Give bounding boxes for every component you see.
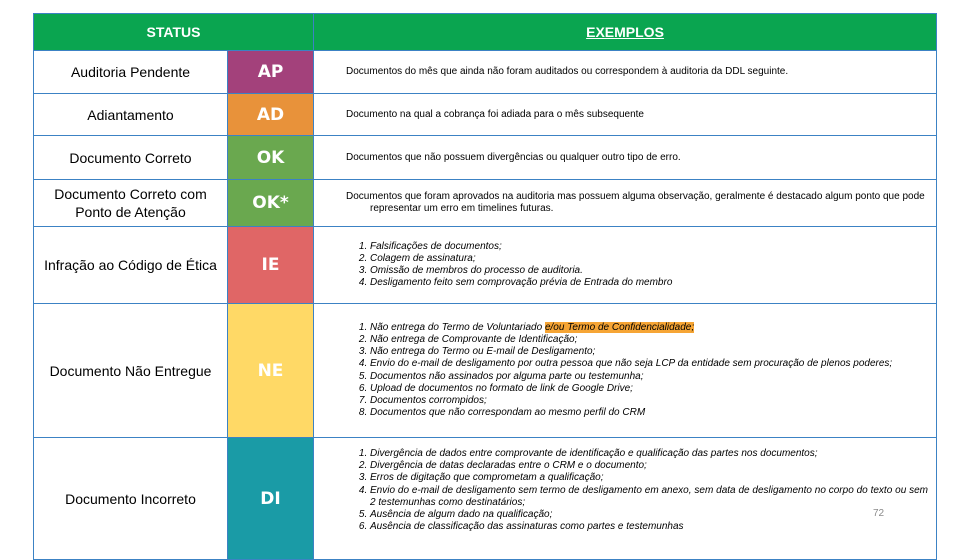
status-code-badge: AD xyxy=(228,94,314,136)
examples-header: EXEMPLOS xyxy=(314,14,937,51)
table-row xyxy=(34,180,937,227)
status-description: Documento na qual a cobrança foi adiada para o mês subsequente xyxy=(314,94,937,136)
status-table xyxy=(33,13,937,560)
list-item: 2. Não entrega de Comprovante de Identificação; xyxy=(370,334,928,346)
status-name: Documento Não Entregue xyxy=(34,304,228,438)
list-item: 8. Documentos que não correspondam ao mesmo perfil do CRM xyxy=(370,407,928,419)
list-item: 3. Erros de digitação que comprometam a qualificação; xyxy=(370,472,928,484)
list-item: 3. Não entrega do Termo ou E-mail de Desligamento; xyxy=(370,346,928,358)
page-number: 72 xyxy=(873,508,885,519)
status-code-badge: DI xyxy=(228,438,314,560)
list-item: 6. Upload de documentos no formato de link de Google Drive; xyxy=(370,383,928,395)
list-item-text: Não entrega do Termo de Voluntariado xyxy=(370,321,545,333)
status-description xyxy=(314,180,937,227)
list-item: 3. Omissão de membros do processo de auditoria. xyxy=(370,265,928,277)
status-code-badge: IE xyxy=(228,227,314,304)
status-header: STATUS xyxy=(34,14,314,51)
header-row xyxy=(34,14,937,51)
examples-list xyxy=(314,322,928,420)
examples-list xyxy=(314,241,928,290)
status-code-badge: OK xyxy=(228,136,314,180)
status-description xyxy=(314,304,937,438)
table-row xyxy=(34,304,937,438)
list-item: 2. Divergência de datas declaradas entre o CRM e o documento; xyxy=(370,460,928,472)
status-description xyxy=(314,227,937,304)
list-item: 7. Documentos corrompidos; xyxy=(370,395,928,407)
list-item: 5. Documentos não assinados por alguma parte ou testemunha; xyxy=(370,371,928,383)
status-name: Documento Correto com Ponto de Atenção xyxy=(34,180,228,227)
status-name: Documento Correto xyxy=(34,136,228,180)
list-item: 1. Divergência de dados entre comprovante de identificação e qualificação das partes nos documentos; xyxy=(370,448,928,460)
list-item: 4. Envio do e-mail de desligamento por outra pessoa que não seja LCP da entidade sem procuração de plenos poderes; xyxy=(370,358,928,370)
status-code-badge: AP xyxy=(228,51,314,94)
status-description: Documentos do mês que ainda não foram auditados ou correspondem à auditoria da DDL seguinte. xyxy=(314,51,937,94)
status-description: Documentos que não possuem divergências ou qualquer outro tipo de erro. xyxy=(314,136,937,180)
status-name: Infração ao Código de Ética xyxy=(34,227,228,304)
table-row xyxy=(34,94,937,136)
list-item: 2. Colagem de assinatura; xyxy=(370,253,928,265)
highlighted-text: e/ou Termo de Confidencialidade; xyxy=(544,321,695,333)
list-item: 1. Falsificações de documentos; xyxy=(370,241,928,253)
status-name: Adiantamento xyxy=(34,94,228,136)
status-name: Auditoria Pendente xyxy=(34,51,228,94)
examples-list xyxy=(314,448,928,533)
list-item xyxy=(370,322,928,334)
table-row xyxy=(34,227,937,304)
table-row xyxy=(34,438,937,560)
status-description xyxy=(314,438,937,560)
status-name: Documento Incorreto xyxy=(34,438,228,560)
list-item: 4. Envio do e-mail de desligamento sem termo de desligamento em anexo, sem data de desligamento no corpo do texto ou sem 2 testemunhas como destinatários; xyxy=(370,485,928,509)
status-code-badge: OK* xyxy=(228,180,314,227)
status-code-badge: NE xyxy=(228,304,314,438)
list-item: 4. Desligamento feito sem comprovação prévia de Entrada do membro xyxy=(370,277,928,289)
status-description-text: Documentos que foram aprovados na auditoria mas possuem alguma observação, geralmente é destacado algum ponto que pode representar um erro em timelines futuras. xyxy=(346,191,925,214)
list-item: 6. Ausência de classificação das assinaturas como partes e testemunhas xyxy=(370,521,928,533)
list-item: 5. Ausência de algum dado na qualificação; xyxy=(370,509,928,521)
table-row xyxy=(34,136,937,180)
table-row xyxy=(34,51,937,94)
